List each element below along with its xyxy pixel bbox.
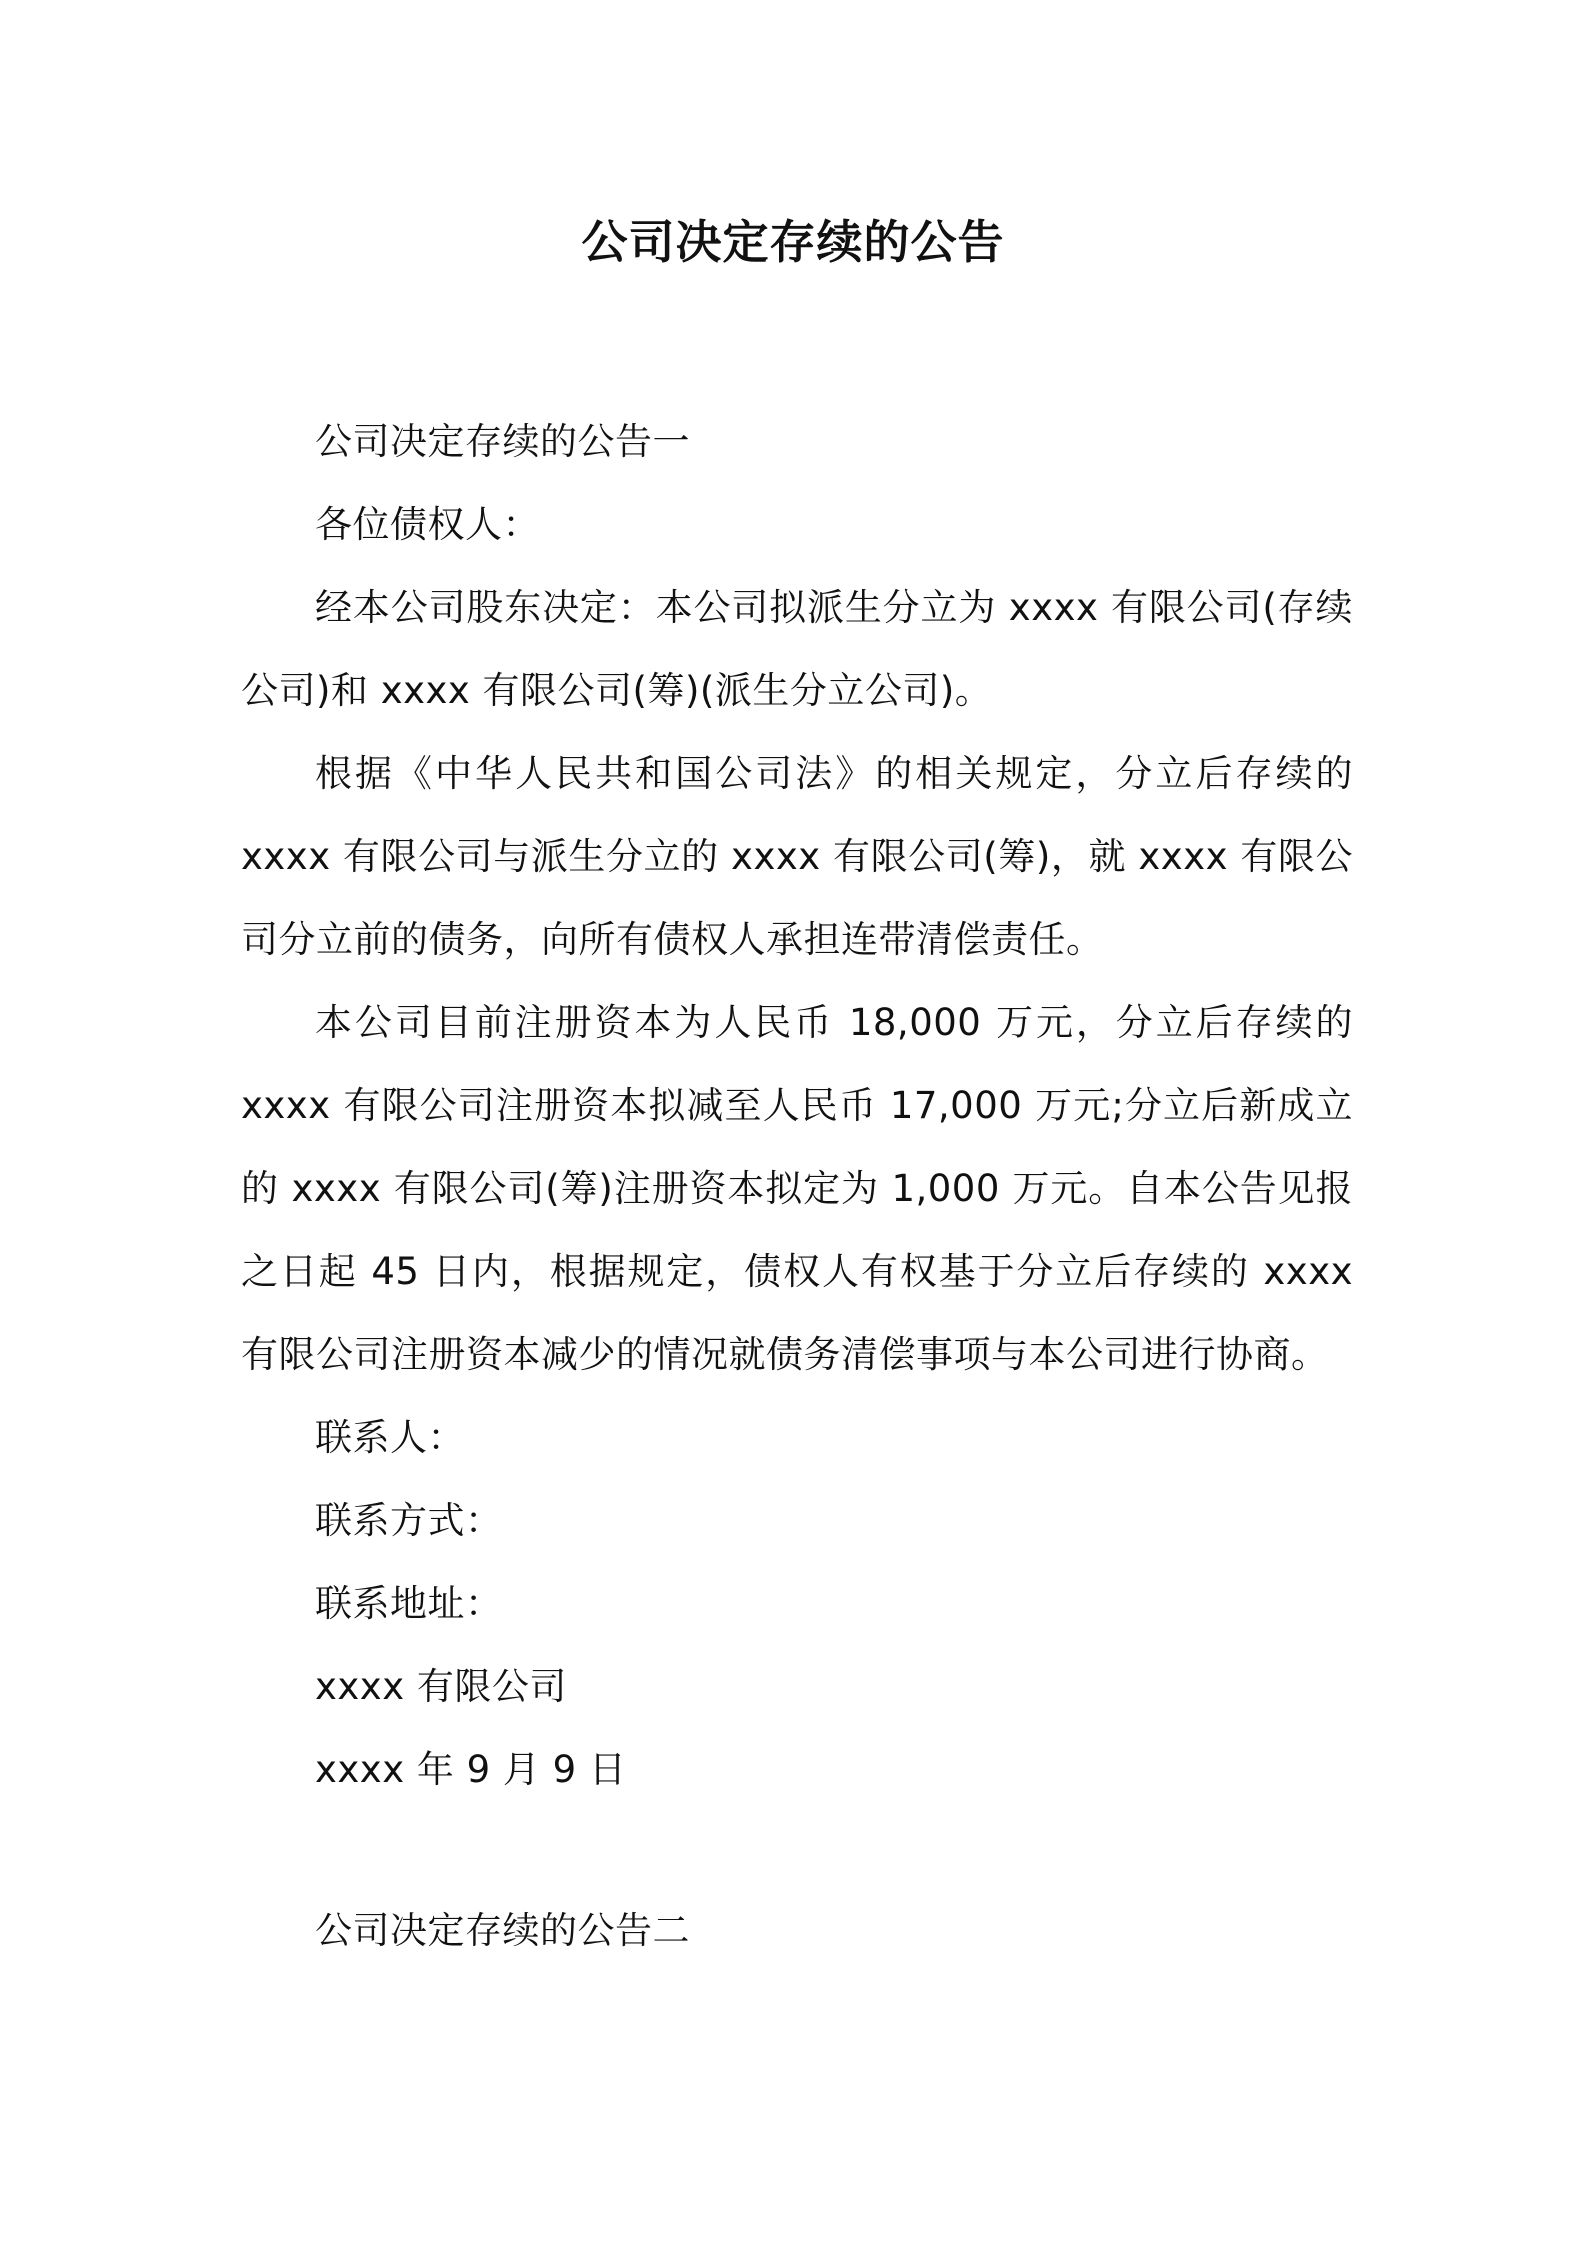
paragraph-registered-capital: 本公司目前注册资本为人民币 18,000 万元，分立后存续的 xxxx 有限公司注册资本拟减至人民币 17,000 万元;分立后新成立的 xxxx 有限公司(筹)注册资本拟定为 1,000 万元。自本公告见报之日起 45 日内，根据规定，债权人有权基于分立后存续的 xxxx 有限公司注册资本减少的情况就债务清偿事项与本公司进行协商。 — [241, 1001, 1353, 1376]
document-body — [241, 400, 1353, 1972]
paragraph-division-decision: 经本公司股东决定：本公司拟派生分立为 xxxx 有限公司(存续公司)和 xxxx 有限公司(筹)(派生分立公司)。 — [241, 586, 1353, 712]
notice-date: xxxx 年 9 月 9 日 — [315, 1748, 627, 1791]
document-title: 公司决定存续的公告 — [581, 215, 1005, 269]
notice-two-heading: 公司决定存续的公告二 — [315, 1909, 690, 1952]
contact-address-label: 联系地址： — [315, 1582, 503, 1625]
company-signature: xxxx 有限公司 — [315, 1665, 567, 1708]
contact-method-label: 联系方式： — [315, 1499, 503, 1542]
salutation: 各位债权人： — [315, 503, 540, 546]
notice-one-heading: 公司决定存续的公告一 — [315, 420, 690, 463]
contact-person-label: 联系人： — [315, 1416, 465, 1459]
paragraph-joint-liability: 根据《中华人民共和国公司法》的相关规定，分立后存续的 xxxx 有限公司与派生分立的 xxxx 有限公司(筹)，就 xxxx 有限公司分立前的债务，向所有债权人承担连带清偿责任。 — [241, 752, 1353, 961]
